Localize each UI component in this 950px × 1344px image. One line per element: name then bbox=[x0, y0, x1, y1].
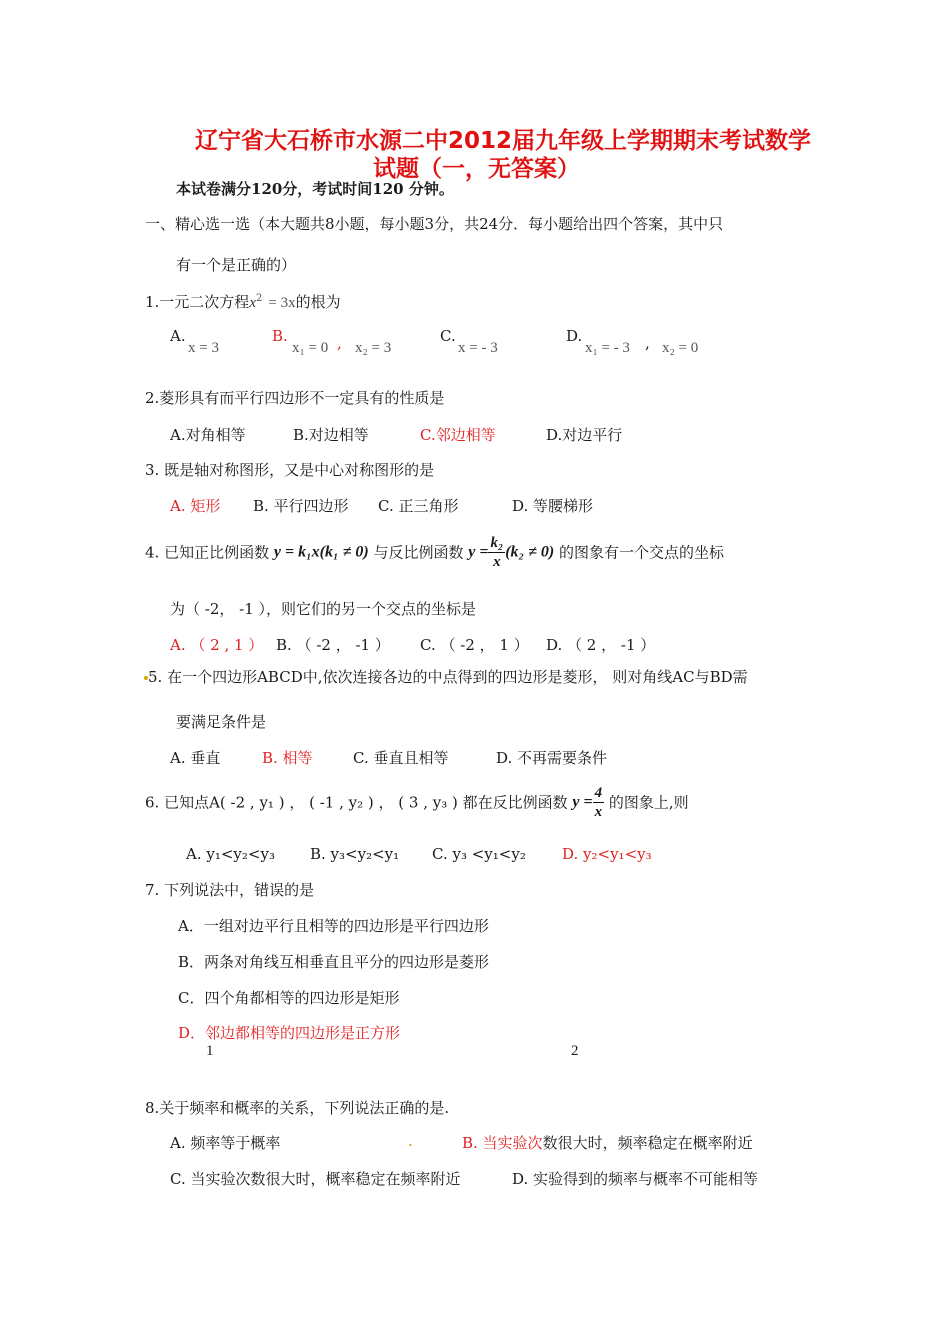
q2-option-c: C.邻边相等 bbox=[420, 426, 496, 444]
q6-option-c: C. y₃ <y₁<y₂ bbox=[432, 845, 526, 863]
q1-option-a-label: A. bbox=[170, 327, 186, 345]
question-1 bbox=[145, 291, 341, 312]
q3-option-b: B. 平行四边形 bbox=[253, 497, 349, 515]
q4-y-eq: y = bbox=[468, 543, 489, 561]
question-3: 3. 既是轴对称图形，又是中心对称图形的是 bbox=[145, 461, 435, 479]
question-6 bbox=[145, 784, 689, 821]
q5-option-b: B. 相等 bbox=[262, 749, 313, 767]
page-title-line2: 试题（一，无答案） bbox=[373, 156, 580, 182]
q1-option-d-math1: x₁ = - 3 bbox=[585, 340, 630, 356]
q4-mid: 与反比例函数 bbox=[373, 543, 464, 562]
q1-x: x bbox=[249, 295, 256, 311]
q4-option-d: D. （ 2 ， -1 ） bbox=[546, 636, 656, 654]
section-heading: 一、精心选一选（本大题共8小题，每小题3分，共24分．每小题给出四个答案，其中只 bbox=[145, 215, 724, 233]
q6-denominator: x bbox=[594, 804, 603, 820]
q8-dot: . bbox=[408, 1132, 413, 1150]
q6-suffix: 的图象上,则 bbox=[608, 793, 689, 812]
q3-option-a: A. 矩形 bbox=[170, 497, 221, 515]
page-title: 辽宁省大石桥市水源二中2012届九年级上学期期末考试数学 bbox=[195, 128, 812, 154]
q8-option-b bbox=[462, 1132, 753, 1153]
q1-option-d-comma: , bbox=[645, 334, 650, 352]
q4-option-c: C. （ -2 ， 1 ） bbox=[420, 636, 529, 654]
q5-option-a: A. 垂直 bbox=[170, 749, 221, 767]
q1-option-a-math: x = 3 bbox=[188, 340, 219, 356]
q1-sup: 2 bbox=[255, 293, 263, 304]
q4-f1: y = k₁x(k₁ ≠ 0) bbox=[273, 543, 369, 561]
q2-option-d: D.对边平行 bbox=[546, 426, 623, 444]
question-4 bbox=[145, 534, 724, 571]
q7-option-b: B．两条对角线互相垂直且平分的四边形是菱形 bbox=[178, 953, 490, 971]
q8-option-b-red: B. 当实验次 bbox=[462, 1134, 543, 1152]
q4-option-a: A. （ 2 , 1 ） bbox=[170, 636, 264, 654]
q4-fraction bbox=[488, 534, 505, 571]
q5-option-d: D. 不再需要条件 bbox=[496, 749, 608, 767]
q7-option-d: D．邻边都相等的四边形是正方形 bbox=[178, 1024, 401, 1042]
section-heading-cont: 有一个是正确的） bbox=[176, 256, 297, 274]
q1-option-b-math1: x₁ = 0 bbox=[292, 340, 329, 356]
question-8: 8.关于频率和概率的关系，下列说法正确的是. bbox=[145, 1099, 450, 1117]
q6-option-b: B. y₃<y₂<y₁ bbox=[310, 845, 400, 863]
q4-option-b: B. （ -2 ， -1 ） bbox=[276, 636, 390, 654]
question-7: 7. 下列说法中，错误的是 bbox=[145, 881, 315, 899]
q7-option-a: A．一组对边平行且相等的四边形是平行四边形 bbox=[178, 917, 489, 935]
q1-option-d-label: D. bbox=[566, 327, 583, 345]
q1-option-b-label: B. bbox=[272, 327, 288, 345]
q6-fraction bbox=[593, 784, 605, 821]
q1-option-c-math: x = - 3 bbox=[458, 340, 498, 356]
q7-option-c: C．四个角都相等的四边形是矩形 bbox=[178, 989, 400, 1007]
q1-rhs: = 3x bbox=[268, 295, 296, 311]
q8-option-c: C. 当实验次数很大时，概率稳定在频率附近 bbox=[170, 1170, 461, 1188]
q6-y-eq: y = bbox=[572, 793, 593, 811]
q1-option-b-comma: , bbox=[337, 334, 342, 352]
q8-option-b-rest: 数很大时，频率稳定在概率附近 bbox=[542, 1134, 753, 1152]
page-number-2: 2 bbox=[571, 1043, 579, 1059]
q5-line2: 要满足条件是 bbox=[176, 713, 267, 731]
q6-option-a: A. y₁<y₂<y₃ bbox=[186, 845, 275, 863]
q1-prefix: 1.一元二次方程 bbox=[145, 293, 250, 311]
q8-option-a: A. 频率等于概率 bbox=[170, 1134, 281, 1152]
q1-option-b-math2: x₂ = 3 bbox=[355, 340, 392, 356]
q1-suffix: 的根为 bbox=[295, 293, 341, 311]
q4-prefix: 4. 已知正比例函数 bbox=[145, 543, 270, 562]
question-2: 2.菱形具有而平行四边形不一定具有的性质是 bbox=[145, 389, 445, 407]
q2-option-a: A.对角相等 bbox=[170, 426, 246, 444]
q6-numerator: 4 bbox=[594, 785, 603, 801]
q4-numerator: k₂ bbox=[490, 535, 504, 551]
q4-denominator: x bbox=[493, 554, 501, 570]
page-number-1: 1 bbox=[206, 1043, 214, 1059]
q3-option-d: D. 等腰梯形 bbox=[512, 497, 594, 515]
q6-prefix: 6. 已知点A( -2 , y₁ ) ， ( -1 , y₂ ) ， ( 3 , y₃ ) 都在反比例函数 bbox=[145, 793, 568, 812]
q4-cond: (k₂ ≠ 0) bbox=[505, 543, 555, 561]
question-5: 5. 在一个四边形ABCD中,依次连接各边的中点得到的四边形是菱形， 则对角线AC与BD需 bbox=[148, 668, 748, 686]
q8-option-d: D. 实验得到的频率与概率不可能相等 bbox=[512, 1170, 759, 1188]
q1-option-d-math2: x₂ = 0 bbox=[662, 340, 699, 356]
q3-option-c: C. 正三角形 bbox=[378, 497, 459, 515]
exam-info: 本试卷满分120分，考试时间120 分钟。 bbox=[176, 180, 454, 198]
q4-suffix: 的图象有一个交点的坐标 bbox=[559, 543, 725, 562]
q6-option-d: D. y₂<y₁<y₃ bbox=[562, 845, 652, 863]
q4-line2: 为（ -2， -1 ），则它们的另一个交点的坐标是 bbox=[170, 600, 477, 618]
q1-option-c-label: C. bbox=[440, 327, 456, 345]
q5-option-c: C. 垂直且相等 bbox=[353, 749, 449, 767]
q2-option-b: B.对边相等 bbox=[293, 426, 369, 444]
